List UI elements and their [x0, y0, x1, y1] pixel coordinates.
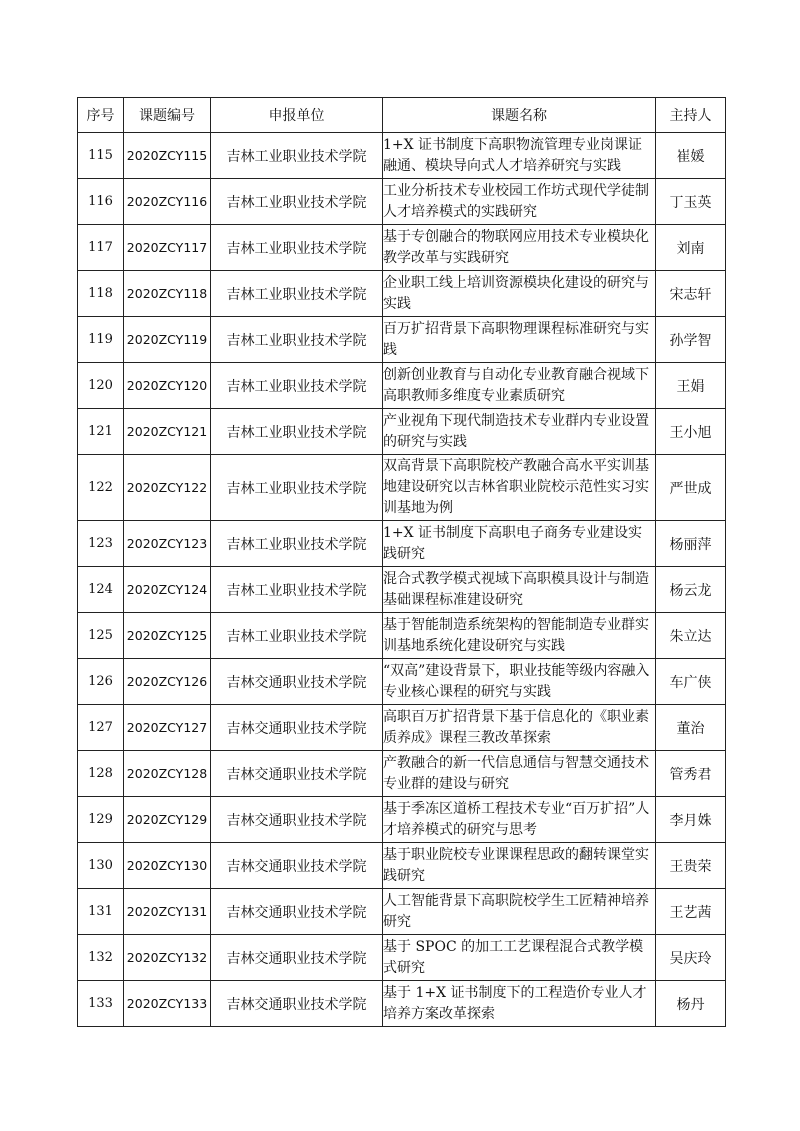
row-title: 基于季冻区道桥工程技术专业“百万扩招”人才培养模式的研究与思考: [383, 797, 656, 843]
row-unit: 吉林交通职业技术学院: [211, 981, 383, 1027]
row-unit: 吉林工业职业技术学院: [211, 317, 383, 363]
row-code: 2020ZCY115: [124, 133, 211, 179]
row-code: 2020ZCY123: [124, 521, 211, 567]
table-row: [78, 455, 726, 521]
row-unit: 吉林工业职业技术学院: [211, 521, 383, 567]
row-seq: 133: [78, 981, 124, 1027]
row-host: 孙学智: [656, 317, 726, 363]
row-seq: 125: [78, 613, 124, 659]
row-unit: 吉林工业职业技术学院: [211, 225, 383, 271]
table-row: [78, 843, 726, 889]
row-seq: 127: [78, 705, 124, 751]
row-host: 崔媛: [656, 133, 726, 179]
table-row: [78, 613, 726, 659]
table-row: [78, 889, 726, 935]
row-seq: 118: [78, 271, 124, 317]
row-unit: 吉林工业职业技术学院: [211, 455, 383, 521]
row-code: 2020ZCY117: [124, 225, 211, 271]
table-row: [78, 567, 726, 613]
row-host: 王小旭: [656, 409, 726, 455]
row-code: 2020ZCY125: [124, 613, 211, 659]
table-header-row: [78, 98, 726, 133]
row-unit: 吉林交通职业技术学院: [211, 843, 383, 889]
row-seq: 124: [78, 567, 124, 613]
row-code: 2020ZCY118: [124, 271, 211, 317]
row-host: 杨云龙: [656, 567, 726, 613]
row-title: 创新创业教育与自动化专业教育融合视域下高职教师多维度专业素质研究: [383, 363, 656, 409]
row-code: 2020ZCY121: [124, 409, 211, 455]
row-seq: 120: [78, 363, 124, 409]
table-row: [78, 521, 726, 567]
row-seq: 121: [78, 409, 124, 455]
table-row: [78, 751, 726, 797]
row-host: 刘南: [656, 225, 726, 271]
row-seq: 132: [78, 935, 124, 981]
row-title: 混合式教学模式视域下高职模具设计与制造基础课程标准建设研究: [383, 567, 656, 613]
row-code: 2020ZCY122: [124, 455, 211, 521]
row-unit: 吉林工业职业技术学院: [211, 179, 383, 225]
row-code: 2020ZCY127: [124, 705, 211, 751]
table-row: [78, 659, 726, 705]
row-title: 高职百万扩招背景下基于信息化的《职业素质养成》课程三教改革探索: [383, 705, 656, 751]
row-code: 2020ZCY120: [124, 363, 211, 409]
row-unit: 吉林交通职业技术学院: [211, 797, 383, 843]
row-host: 王艺茜: [656, 889, 726, 935]
row-code: 2020ZCY132: [124, 935, 211, 981]
row-seq: 122: [78, 455, 124, 521]
row-code: 2020ZCY126: [124, 659, 211, 705]
row-title: 百万扩招背景下高职物理课程标准研究与实践: [383, 317, 656, 363]
table-row: [78, 179, 726, 225]
header-unit: 申报单位: [211, 98, 383, 133]
row-host: 吴庆玲: [656, 935, 726, 981]
row-host: 宋志轩: [656, 271, 726, 317]
table-row: [78, 935, 726, 981]
row-host: 杨丽萍: [656, 521, 726, 567]
row-unit: 吉林交通职业技术学院: [211, 935, 383, 981]
row-seq: 130: [78, 843, 124, 889]
row-host: 朱立达: [656, 613, 726, 659]
table-row: [78, 225, 726, 271]
row-seq: 123: [78, 521, 124, 567]
row-seq: 119: [78, 317, 124, 363]
row-unit: 吉林工业职业技术学院: [211, 363, 383, 409]
table-row: [78, 363, 726, 409]
row-code: 2020ZCY116: [124, 179, 211, 225]
row-unit: 吉林工业职业技术学院: [211, 409, 383, 455]
row-unit: 吉林工业职业技术学院: [211, 613, 383, 659]
row-title: 基于智能制造系统架构的智能制造专业群实训基地系统化建设研究与实践: [383, 613, 656, 659]
header-code: 课题编号: [124, 98, 211, 133]
row-title: 产教融合的新一代信息通信与智慧交通技术专业群的建设与研究: [383, 751, 656, 797]
table-row: [78, 317, 726, 363]
row-title: 双高背景下高职院校产教融合高水平实训基地建设研究以吉林省职业院校示范性实习实训基地为例: [383, 455, 656, 521]
table-row: [78, 409, 726, 455]
row-code: 2020ZCY131: [124, 889, 211, 935]
row-title: 工业分析技术专业校园工作坊式现代学徒制人才培养模式的实践研究: [383, 179, 656, 225]
row-seq: 131: [78, 889, 124, 935]
row-title: 产业视角下现代制造技术专业群内专业设置的研究与实践: [383, 409, 656, 455]
table-row: [78, 705, 726, 751]
row-code: 2020ZCY133: [124, 981, 211, 1027]
row-unit: 吉林交通职业技术学院: [211, 751, 383, 797]
header-host: 主持人: [656, 98, 726, 133]
table-row: [78, 133, 726, 179]
row-title: 1+X 证书制度下高职电子商务专业建设实践研究: [383, 521, 656, 567]
row-title: 基于专创融合的物联网应用技术专业模块化教学改革与实践研究: [383, 225, 656, 271]
table-row: [78, 271, 726, 317]
row-host: 管秀君: [656, 751, 726, 797]
row-unit: 吉林工业职业技术学院: [211, 133, 383, 179]
row-seq: 117: [78, 225, 124, 271]
row-seq: 126: [78, 659, 124, 705]
row-title: 人工智能背景下高职院校学生工匠精神培养研究: [383, 889, 656, 935]
row-unit: 吉林工业职业技术学院: [211, 271, 383, 317]
row-unit: 吉林交通职业技术学院: [211, 705, 383, 751]
header-seq: 序号: [78, 98, 124, 133]
row-title: 基于 SPOC 的加工工艺课程混合式教学模式研究: [383, 935, 656, 981]
row-code: 2020ZCY130: [124, 843, 211, 889]
row-host: 王贵荣: [656, 843, 726, 889]
row-code: 2020ZCY119: [124, 317, 211, 363]
row-seq: 116: [78, 179, 124, 225]
row-title: “双高”建设背景下，职业技能等级内容融入专业核心课程的研究与实践: [383, 659, 656, 705]
row-code: 2020ZCY128: [124, 751, 211, 797]
row-unit: 吉林工业职业技术学院: [211, 567, 383, 613]
table-row: [78, 797, 726, 843]
row-host: 丁玉英: [656, 179, 726, 225]
table-body: [78, 133, 726, 1027]
row-code: 2020ZCY129: [124, 797, 211, 843]
header-title: 课题名称: [383, 98, 656, 133]
row-unit: 吉林交通职业技术学院: [211, 659, 383, 705]
row-host: 董治: [656, 705, 726, 751]
project-table: [77, 97, 726, 1027]
row-title: 基于职业院校专业课课程思政的翻转课堂实践研究: [383, 843, 656, 889]
row-code: 2020ZCY124: [124, 567, 211, 613]
row-host: 李月姝: [656, 797, 726, 843]
row-seq: 115: [78, 133, 124, 179]
row-host: 严世成: [656, 455, 726, 521]
row-title: 1+X 证书制度下高职物流管理专业岗课证融通、模块导向式人才培养研究与实践: [383, 133, 656, 179]
row-host: 王娟: [656, 363, 726, 409]
row-unit: 吉林交通职业技术学院: [211, 889, 383, 935]
row-title: 基于 1+X 证书制度下的工程造价专业人才培养方案改革探索: [383, 981, 656, 1027]
table-row: [78, 981, 726, 1027]
row-host: 杨丹: [656, 981, 726, 1027]
row-seq: 129: [78, 797, 124, 843]
row-host: 车广侠: [656, 659, 726, 705]
row-seq: 128: [78, 751, 124, 797]
row-title: 企业职工线上培训资源模块化建设的研究与实践: [383, 271, 656, 317]
